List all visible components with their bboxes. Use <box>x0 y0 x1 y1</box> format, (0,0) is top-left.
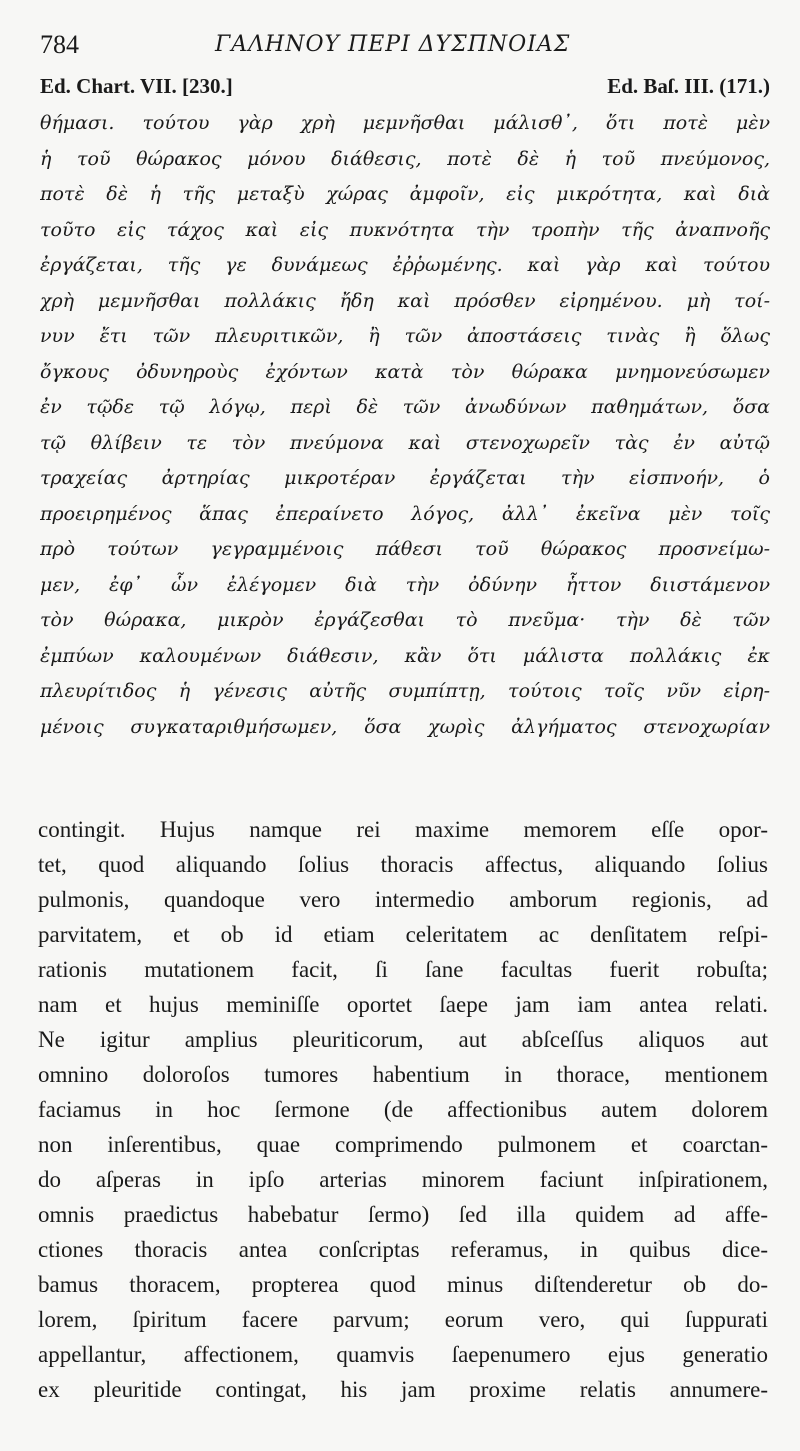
latin-text-line: contingit. Hujus namque rei maxime memorem eſſe opor- <box>38 817 768 842</box>
greek-text-line: πλευρίτιδος ἡ γένεσις αὐτῆς συμπίπτῃ, τούτοις τοῖς νῦν εἰρη- <box>40 680 770 702</box>
greek-text-line: μένοις συγκαταριθμήσωμεν, ὅσα χωρὶς ἀλγήματος στενοχωρίαν <box>40 715 770 738</box>
edition-chart-reference: Ed. Chart. VII. [230.] <box>40 74 233 98</box>
greek-text-line: τὸν θώρακα, μικρὸν ἐργάζεσθαι τὸ πνεῦμα· τὴν δὲ τῶν <box>40 609 770 631</box>
greek-text-line: ἐμπύων καλουμένων διάθεσιν, κἂν ὅτι μάλιστα πολλάκις ἐκ <box>40 644 770 667</box>
latin-text-line: ctiones thoracis antea conſcriptas referamus, in quibus dice- <box>38 1237 768 1262</box>
greek-text-line: ὄγκους ὀδυνηροὺς ἐχόντων κατὰ τὸν θώρακα μνημονεύσωμεν <box>40 360 770 383</box>
latin-text-line: non inſerentibus, quae comprimendo pulmonem et coarctan- <box>38 1132 768 1157</box>
greek-text-line: μεν, ἐφ᾽ ὧν ἐλέγομεν διὰ τὴν ὀδύνην ἧττον διιστάμενον <box>40 573 770 596</box>
greek-text-line: τῷ θλίβειν τε τὸν πνεύμονα καὶ στενοχωρεῖν τὰς ἐν αὐτῷ <box>40 431 770 454</box>
latin-text-line: bamus thoracem, propterea quod minus diſtenderetur ob do- <box>38 1272 768 1297</box>
greek-text-block <box>40 106 770 745</box>
latin-text-line: rationis mutationem facit, ſi ſane facultas fuerit robuſta; <box>38 957 768 982</box>
greek-text-line: ἐν τῷδε τῷ λόγῳ, περὶ δὲ τῶν ἀνωδύνων παθημάτων, ὅσα <box>40 396 770 418</box>
greek-text-line: πρὸ τούτων γεγραμμένοις πάθεσι τοῦ θώρακος προσνείμω- <box>40 538 770 560</box>
latin-text-line: nam et hujus meminiſſe oportet ſaepe jam iam antea relati. <box>38 992 768 1017</box>
latin-text-line: Ne igitur amplius pleuriticorum, aut abſceſſus aliquos aut <box>38 1027 768 1052</box>
greek-text-line: χρὴ μεμνῆσθαι πολλάκις ἤδη καὶ πρόσθεν εἰρημένου. μὴ τοί- <box>40 289 770 312</box>
greek-text-line: θήμασι. τούτου γὰρ χρὴ μεμνῆσθαι μάλισθ᾽, ὅτι ποτὲ μὲν <box>40 112 770 134</box>
greek-text-line: προειρημένος ἅπας ἐπεραίνετο λόγος, ἀλλ᾽ ἐκεῖνα μὲν τοῖς <box>40 502 770 525</box>
greek-text-line: ἐργάζεται, τῆς γε δυνάμεως ἐῤῥωμένης. καὶ γὰρ καὶ τούτου <box>40 254 770 276</box>
latin-text-line: do aſperas in ipſo arterias minorem faciunt inſpirationem, <box>38 1167 768 1192</box>
greek-text-line: ἡ τοῦ θώρακος μόνου διάθεσις, ποτὲ δὲ ἡ τοῦ πνεύμονος, <box>40 147 770 170</box>
page-number: 784 <box>40 30 79 59</box>
latin-text-line: tet, quod aliquando ſolius thoracis affectus, aliquando ſolius <box>38 852 768 877</box>
greek-text-line: τοῦτο εἰς τάχος καὶ εἰς πυκνότητα τὴν τροπὴν τῆς ἀναπνοῆς <box>40 218 770 241</box>
latin-text-line: faciamus in hoc ſermone (de affectionibus autem dolorem <box>38 1097 768 1122</box>
latin-translation-block <box>38 812 768 1407</box>
page-header <box>40 28 770 68</box>
latin-text-line: ex pleuritide contingat, his jam proxime relatis annumere- <box>38 1377 768 1402</box>
greek-text-line: τραχείας ἀρτηρίας μικροτέραν ἐργάζεται τὴν εἰσπνοήν, ὁ <box>40 467 770 489</box>
latin-text-line: lorem, ſpiritum facere parvum; eorum vero, qui ſuppurati <box>38 1307 768 1332</box>
running-title: ΓΑΛΗΝΟΥ ΠΕΡΙ ΔΥΣΠΝΟΙΑΣ <box>215 32 571 57</box>
latin-text-line: parvitatem, et ob id etiam celeritatem ac denſitatem reſpi- <box>38 922 768 947</box>
greek-text-line: νυν ἔτι τῶν πλευριτικῶν, ἢ τῶν ἀποστάσεις τινὰς ἢ ὅλως <box>40 325 770 347</box>
edition-references <box>40 74 770 104</box>
greek-text-line: ποτὲ δὲ ἡ τῆς μεταξὺ χώρας ἀμφοῖν, εἰς μικρότητα, καὶ διὰ <box>40 183 770 205</box>
edition-basel-reference: Ed. Baſ. III. (171.) <box>607 74 770 98</box>
latin-text-line: omnino doloroſos tumores habentium in thorace, mentionem <box>38 1062 768 1087</box>
latin-text-line: omnis praedictus habebatur ſermo) ſed illa quidem ad affe- <box>38 1202 768 1227</box>
latin-text-line: appellantur, affectionem, quamvis ſaepenumero ejus generatio <box>38 1342 768 1367</box>
latin-text-line: pulmonis, quandoque vero intermedio amborum regionis, ad <box>38 887 768 912</box>
